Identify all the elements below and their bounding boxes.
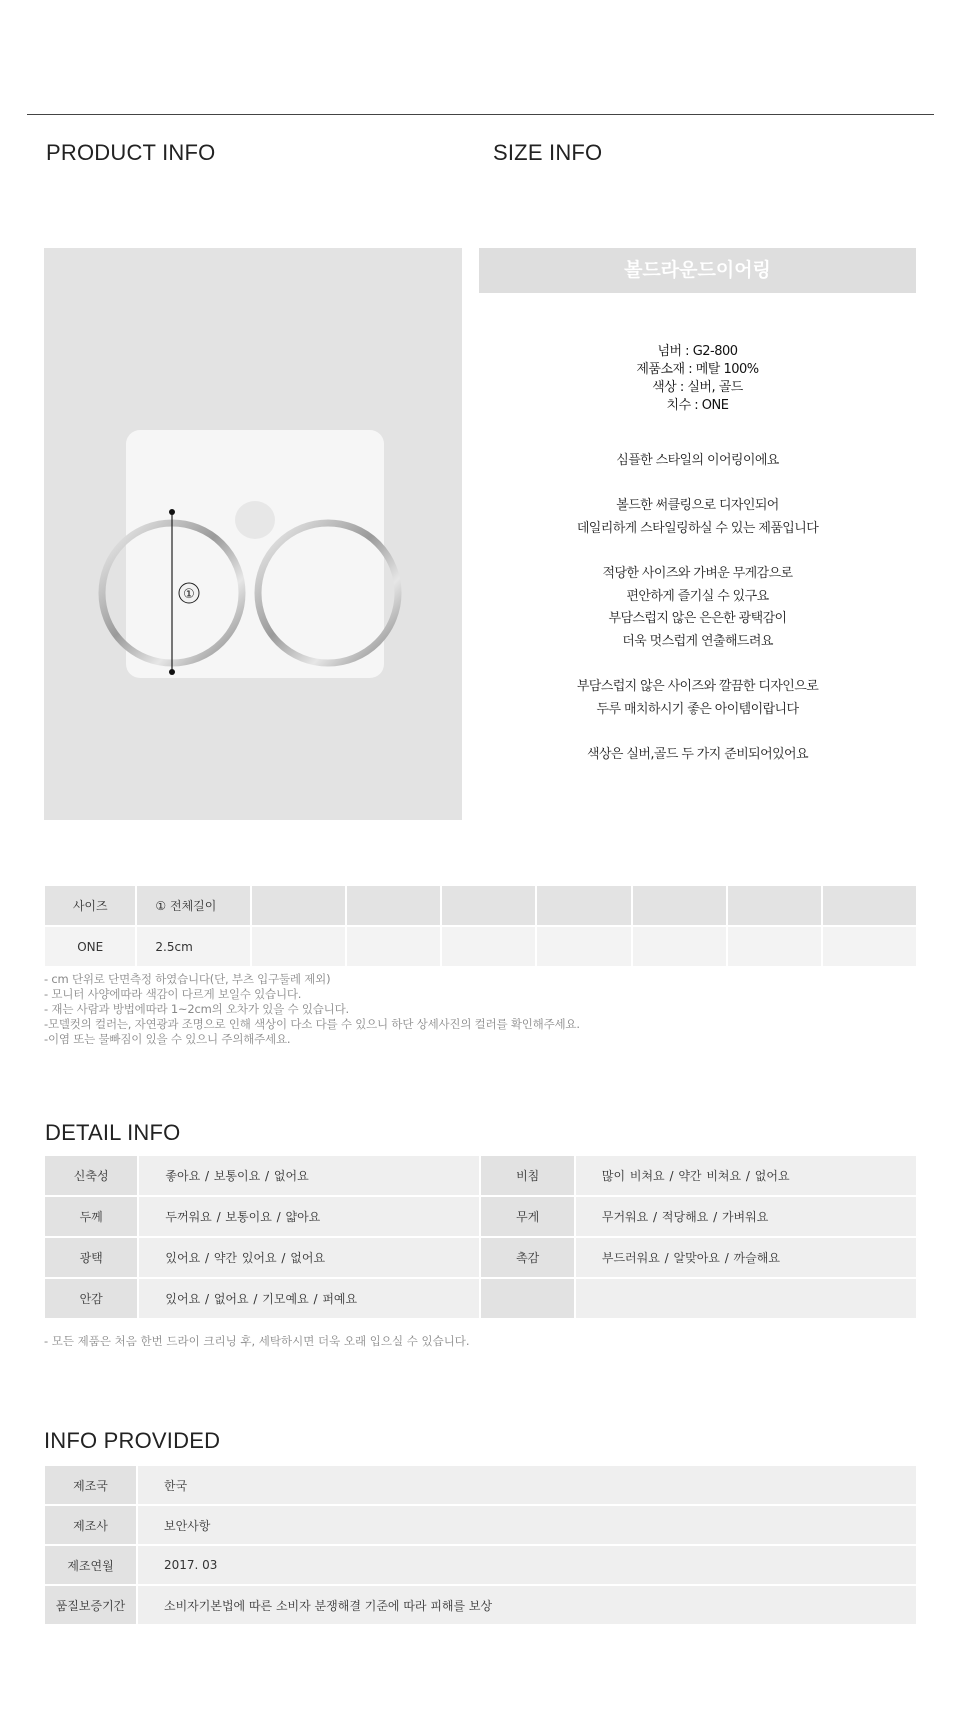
- info-label-warranty: 품질보증기간: [44, 1585, 137, 1625]
- size-header-empty: [346, 885, 441, 926]
- card-hole: [235, 501, 275, 539]
- description-line: 색상은 실버,골드 두 가지 준비되어있어요: [587, 746, 808, 762]
- detail-table: [43, 1154, 918, 1320]
- description-paragraph: [479, 676, 916, 721]
- detail-label-gloss: 광택: [44, 1237, 138, 1278]
- info-value-country: 한국: [137, 1465, 917, 1505]
- size-row-empty: [441, 926, 536, 967]
- detail-row: [44, 1237, 917, 1278]
- info-label-manufacturer: 제조사: [44, 1505, 137, 1545]
- size-note: -이염 또는 물빠짐이 있을 수 있으니 주의해주세요.: [44, 1032, 291, 1046]
- description-line: 편안하게 즐기실 수 있구요: [626, 588, 769, 604]
- description-line: 심플한 스타일의 이어링이에요: [616, 453, 779, 468]
- size-row-empty: [346, 926, 441, 967]
- measure-dot-top: [169, 509, 175, 515]
- size-header-empty: [441, 885, 536, 926]
- size-header-label: 사이즈: [44, 885, 136, 926]
- info-provided-table: [43, 1464, 918, 1626]
- description-line: 적당한 사이즈와 가벼운 무게감으로: [602, 565, 793, 581]
- spec-material: 제품소재 : 메탈 100%: [636, 362, 759, 377]
- info-value-warranty: 소비자기본법에 따른 소비자 분쟁해결 기준에 따라 피해를 보상: [137, 1585, 917, 1625]
- size-table-row: [44, 926, 917, 967]
- info-row: [44, 1545, 917, 1585]
- info-value-manufacturer: 보안사항: [137, 1505, 917, 1545]
- info-row: [44, 1585, 917, 1625]
- detail-value-thickness: 두꺼워요 / 보통이요 / 얇아요: [138, 1196, 480, 1237]
- info-value-manufacture-date: 2017. 03: [137, 1545, 917, 1585]
- product-name-bar: 볼드라운드이어링: [479, 248, 916, 293]
- size-row-empty: [536, 926, 631, 967]
- description-line: 더욱 멋스럽게 연출해드려요: [622, 633, 773, 649]
- size-row-empty: [251, 926, 346, 967]
- measure-dot-bottom: [169, 669, 175, 675]
- size-row-label: ONE: [44, 926, 136, 967]
- product-description: [479, 450, 916, 789]
- info-label-country: 제조국: [44, 1465, 137, 1505]
- size-note: - 모니터 사양에따라 색감이 다르게 보일수 있습니다.: [44, 987, 302, 1001]
- measure-marker-label: ①: [183, 587, 195, 602]
- product-photo: [44, 248, 462, 820]
- detail-row: [44, 1155, 917, 1196]
- detail-info-title: DETAIL INFO: [45, 1120, 181, 1145]
- earring-card: [126, 430, 384, 678]
- spec-color: 색상 : 실버, 골드: [652, 380, 743, 395]
- detail-value-texture: 부드러워요 / 알맞아요 / 까슬해요: [575, 1237, 917, 1278]
- detail-row: [44, 1278, 917, 1319]
- description-paragraph: [479, 495, 916, 540]
- info-label-manufacture-date: 제조연월: [44, 1545, 137, 1585]
- earring-illustration: [44, 248, 462, 820]
- top-divider: [27, 114, 934, 115]
- size-header-empty: [822, 885, 917, 926]
- size-row-empty: [632, 926, 727, 967]
- spec-number: 넘버 : G2-800: [657, 344, 738, 359]
- description-line: 데일리하게 스타일링하실 수 있는 제품입니다: [576, 520, 819, 536]
- detail-value-lining: 있어요 / 없어요 / 기모예요 / 퍼예요: [138, 1278, 480, 1319]
- size-row-empty: [727, 926, 822, 967]
- info-provided-title: INFO PROVIDED: [44, 1428, 221, 1453]
- description-line: 볼드한 써클링으로 디자인되어: [616, 498, 779, 514]
- size-header-empty: [536, 885, 631, 926]
- size-info-title: SIZE INFO: [493, 140, 603, 165]
- size-header-empty: [727, 885, 822, 926]
- size-table-header: [44, 885, 917, 926]
- size-header-empty: [251, 885, 346, 926]
- detail-label-thickness: 두께: [44, 1196, 138, 1237]
- size-note: - 재는 사람과 방법에따라 1~2cm의 오차가 있을 수 있습니다.: [44, 1002, 349, 1016]
- info-row: [44, 1505, 917, 1545]
- description-paragraph: [479, 450, 916, 473]
- detail-label-lining: 안감: [44, 1278, 138, 1319]
- size-row-empty: [822, 926, 917, 967]
- product-info-title: PRODUCT INFO: [46, 140, 216, 165]
- detail-value-stretch: 좋아요 / 보통이요 / 없어요: [138, 1155, 480, 1196]
- detail-label-weight: 무게: [480, 1196, 574, 1237]
- description-line: 부담스럽지 않은 사이즈와 깔끔한 디자인으로: [576, 678, 819, 694]
- size-table: [43, 884, 918, 968]
- spec-size: 치수 : ONE: [666, 398, 729, 413]
- description-paragraph: [479, 744, 916, 767]
- description-line: 두루 매치하시기 좋은 아이템이랍니다: [596, 701, 799, 717]
- detail-value-gloss: 있어요 / 약간 있어요 / 없어요: [138, 1237, 480, 1278]
- detail-label-sheer: 비침: [480, 1155, 574, 1196]
- size-header-total-length: ① 전체길이: [136, 885, 250, 926]
- detail-label-empty: [480, 1278, 574, 1319]
- size-header-empty: [632, 885, 727, 926]
- description-paragraph: [479, 563, 916, 653]
- detail-value-weight: 무거워요 / 적당해요 / 가벼워요: [575, 1196, 917, 1237]
- detail-value-sheer: 많이 비쳐요 / 약간 비쳐요 / 없어요: [575, 1155, 917, 1196]
- size-note: -모델컷의 컬러는, 자연광과 조명으로 인해 색상이 다소 다를 수 있으니 하단 상세사진의 컬러를 확인해주세요.: [44, 1017, 580, 1031]
- detail-value-empty: [575, 1278, 917, 1319]
- description-line: 부담스럽지 않은 은은한 광택감이: [608, 611, 787, 627]
- detail-label-texture: 촉감: [480, 1237, 574, 1278]
- info-row: [44, 1465, 917, 1505]
- detail-label-stretch: 신축성: [44, 1155, 138, 1196]
- product-specs: [479, 343, 916, 415]
- detail-row: [44, 1196, 917, 1237]
- size-row-value: 2.5cm: [136, 926, 250, 967]
- size-note: - cm 단위로 단면측정 하였습니다(단, 부츠 입구둘레 제외): [44, 972, 331, 986]
- detail-note: - 모든 제품은 처음 한번 드라이 크리닝 후, 세탁하시면 더욱 오래 입으실 수 있습니다.: [44, 1334, 470, 1348]
- size-notes: [44, 972, 580, 1047]
